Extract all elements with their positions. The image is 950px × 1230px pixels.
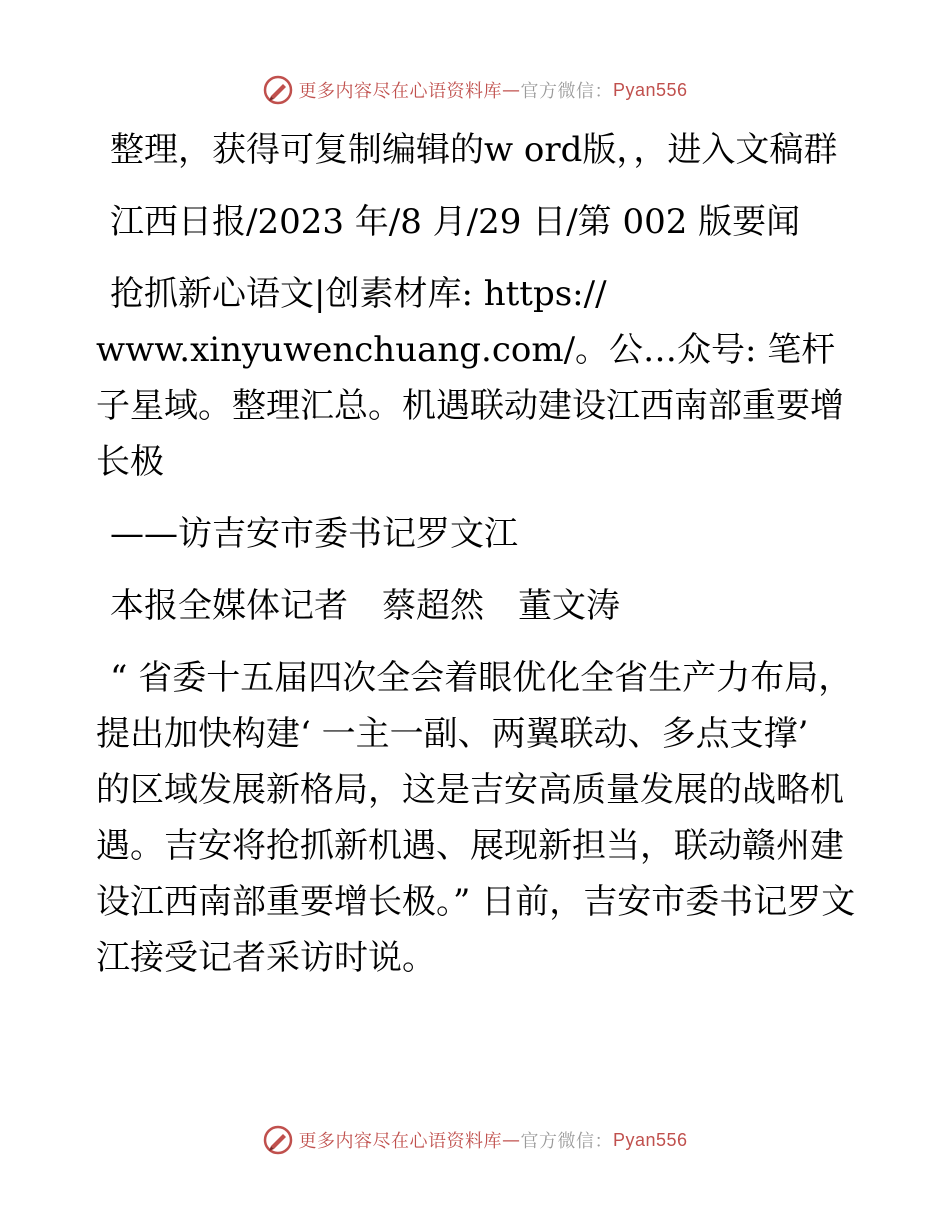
- pen-seal-icon: [262, 1124, 294, 1156]
- source-line: 江西日报/2023 年/8 月/29 日/第 002 版要闻: [110, 202, 801, 242]
- pen-seal-icon: [262, 74, 294, 106]
- watermark-sub-text: 官方微信：: [520, 81, 613, 102]
- watermark-main-text: 更多内容尽在心语资料库: [298, 1131, 502, 1152]
- footer-watermark: [0, 1122, 950, 1158]
- watermark-main-text: 更多内容尽在心语资料库: [298, 81, 502, 102]
- header-watermark: [0, 72, 950, 108]
- watermark-wechat-id: Pyan556: [612, 1129, 688, 1150]
- source-note-and-headline: 抢抓新心语文|创素材库: https:// www.xinyuwenchuang.com/。公…众号: 笔杆子星域。整理汇总。机遇联动建设江西南部重要增长极: [96, 274, 844, 482]
- subtitle: ——访吉安市委书记罗文江: [110, 514, 518, 554]
- watermark-dash: —: [501, 1129, 521, 1151]
- body-paragraph: “ 省委十五届四次全会着眼优化全省生产力布局，提出加快构建‘ 一主一副、两翼联动、多点支撑’ 的区域发展新格局，这是吉安高质量发展的战略机遇。吉安将抢抓新机遇、展现新担当，联动赣州建设江西南部重要增长极。” 日前，吉安市委书记罗文江接受记者采访时说。: [96, 658, 856, 978]
- document-body: [96, 122, 856, 986]
- byline: 本报全媒体记者 蔡超然 董文涛: [110, 586, 620, 626]
- watermark-dash: —: [501, 79, 521, 101]
- watermark-sub-text: 官方微信：: [520, 1131, 613, 1152]
- intro-paragraph: 整理，获得可复制编辑的w ord版，，进入文稿群: [110, 130, 838, 170]
- watermark-wechat-id: Pyan556: [612, 79, 688, 100]
